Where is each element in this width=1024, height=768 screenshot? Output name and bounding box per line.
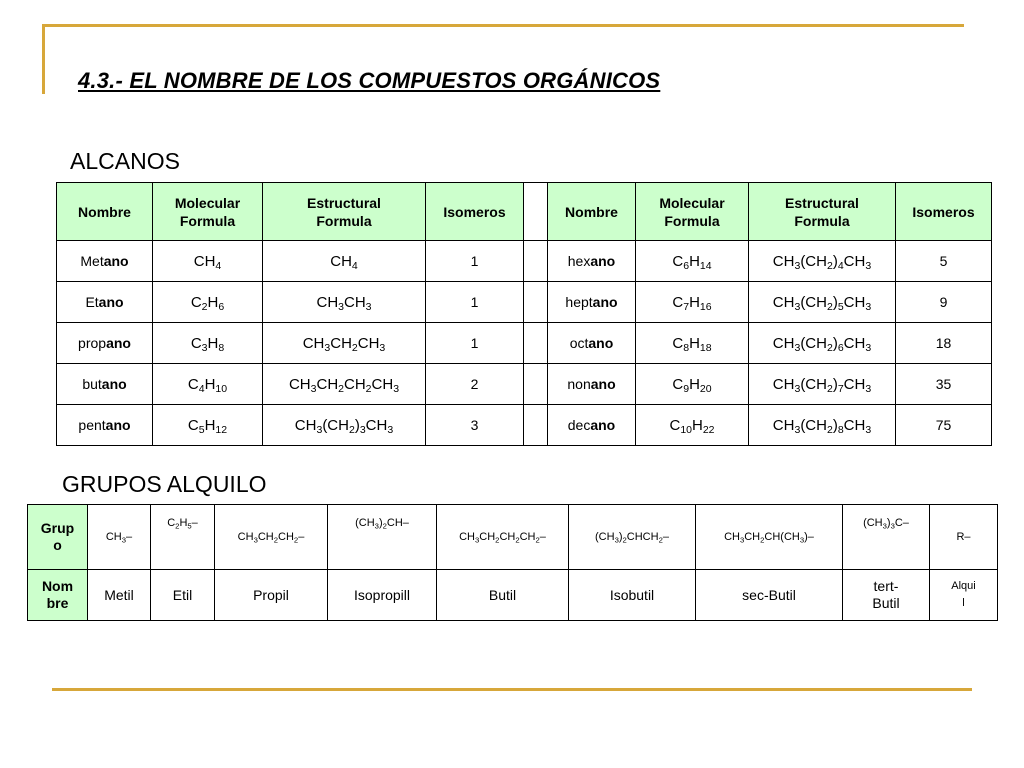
structural-formula: $CH_3CH_2CH_2CH_3$ xyxy=(263,364,426,405)
group-formula: $CH_3CH_2CH_2-$ xyxy=(215,505,328,570)
molecular-formula: $C_{10}H_{22}$ xyxy=(636,405,749,446)
structural-formula: $CH_3CH_3$ xyxy=(263,282,426,323)
group-formula: R– xyxy=(930,505,998,570)
alkane-name: Metano xyxy=(57,241,153,282)
alkane-name: decano xyxy=(548,405,636,446)
molecular-formula: $C_9H_{20}$ xyxy=(636,364,749,405)
group-name: sec-Butil xyxy=(696,570,843,621)
group-name: Metil xyxy=(88,570,151,621)
isomer-count: 2 xyxy=(426,364,524,405)
alkane-name: hexano xyxy=(548,241,636,282)
label-nombre: Nom bre xyxy=(28,570,88,621)
structural-formula: $CH_3(CH_2)_8CH_3$ xyxy=(749,405,896,446)
structural-formula: $CH_3CH_2CH_3$ xyxy=(263,323,426,364)
molecular-formula: $CH_4$ xyxy=(153,241,263,282)
alkyl-groups-table xyxy=(27,504,998,621)
alkane-name: propano xyxy=(57,323,153,364)
group-formula: $(CH_3)_3C-$ xyxy=(843,505,930,570)
group-name: tert- Butil xyxy=(843,570,930,621)
table-row xyxy=(57,323,992,364)
isomer-count: 1 xyxy=(426,241,524,282)
column-gap xyxy=(524,364,548,405)
group-formula: $CH_3CH_2CH(CH_3)-$ xyxy=(696,505,843,570)
structural-formula: $CH_3(CH_2)_7CH_3$ xyxy=(749,364,896,405)
decorative-rule-bottom xyxy=(52,688,972,691)
label-grupo: Grup o xyxy=(28,505,88,570)
header-molecular-formula: Molecular Formula xyxy=(636,183,749,241)
group-formula: $C_2H_5-$ xyxy=(151,505,215,570)
structural-formula: $CH_4$ xyxy=(263,241,426,282)
column-gap xyxy=(524,183,548,241)
alkyl-formula-row xyxy=(28,505,998,570)
column-gap xyxy=(524,282,548,323)
table-row xyxy=(57,405,992,446)
isomer-count: 1 xyxy=(426,323,524,364)
alkane-name: butano xyxy=(57,364,153,405)
group-name: Isopropill xyxy=(328,570,437,621)
header-estructural-formula: Estructural Formula xyxy=(263,183,426,241)
table-row xyxy=(57,364,992,405)
alkane-name: octano xyxy=(548,323,636,364)
group-name: Alqui l xyxy=(930,570,998,621)
group-formula: $CH_3-$ xyxy=(88,505,151,570)
header-isomeros: Isomeros xyxy=(896,183,992,241)
header-estructural-formula: Estructural Formula xyxy=(749,183,896,241)
isomer-count: 18 xyxy=(896,323,992,364)
header-nombre: Nombre xyxy=(57,183,153,241)
isomer-count: 75 xyxy=(896,405,992,446)
alkane-name: pentano xyxy=(57,405,153,446)
structural-formula: $CH_3(CH_2)_3CH_3$ xyxy=(263,405,426,446)
isomer-count: 9 xyxy=(896,282,992,323)
isomer-count: 35 xyxy=(896,364,992,405)
column-gap xyxy=(524,323,548,364)
header-molecular-formula: Molecular Formula xyxy=(153,183,263,241)
molecular-formula: $C_3H_8$ xyxy=(153,323,263,364)
structural-formula: $CH_3(CH_2)_6CH_3$ xyxy=(749,323,896,364)
table-row xyxy=(57,241,992,282)
structural-formula: $CH_3(CH_2)_5CH_3$ xyxy=(749,282,896,323)
alcanos-heading: ALCANOS xyxy=(70,148,180,174)
isomer-count: 1 xyxy=(426,282,524,323)
page-title: 4.3.- EL NOMBRE DE LOS COMPUESTOS ORGÁNICOS xyxy=(78,68,661,93)
alkane-name: nonano xyxy=(548,364,636,405)
alkanes-table xyxy=(56,182,992,446)
alkane-name: Etano xyxy=(57,282,153,323)
group-formula: $(CH_3)_2CH-$ xyxy=(328,505,437,570)
molecular-formula: $C_4H_{10}$ xyxy=(153,364,263,405)
group-formula: $CH_3CH_2CH_2CH_2-$ xyxy=(437,505,569,570)
group-name: Butil xyxy=(437,570,569,621)
decorative-rule-left xyxy=(42,24,45,94)
column-gap xyxy=(524,241,548,282)
structural-formula: $CH_3(CH_2)_4CH_3$ xyxy=(749,241,896,282)
decorative-rule-top xyxy=(42,24,964,27)
group-name: Etil xyxy=(151,570,215,621)
molecular-formula: $C_5H_{12}$ xyxy=(153,405,263,446)
alkane-name: heptano xyxy=(548,282,636,323)
alkanes-header-row xyxy=(57,183,992,241)
table-row xyxy=(57,282,992,323)
isomer-count: 5 xyxy=(896,241,992,282)
header-isomeros: Isomeros xyxy=(426,183,524,241)
group-name: Isobutil xyxy=(569,570,696,621)
group-name: Propil xyxy=(215,570,328,621)
alkyl-name-row xyxy=(28,570,998,621)
group-formula: $(CH_3)_2CHCH_2-$ xyxy=(569,505,696,570)
column-gap xyxy=(524,405,548,446)
grupos-alquilo-heading: GRUPOS ALQUILO xyxy=(62,471,267,497)
molecular-formula: $C_6H_{14}$ xyxy=(636,241,749,282)
molecular-formula: $C_7H_{16}$ xyxy=(636,282,749,323)
molecular-formula: $C_8H_{18}$ xyxy=(636,323,749,364)
isomer-count: 3 xyxy=(426,405,524,446)
header-nombre: Nombre xyxy=(548,183,636,241)
molecular-formula: $C_2H_6$ xyxy=(153,282,263,323)
